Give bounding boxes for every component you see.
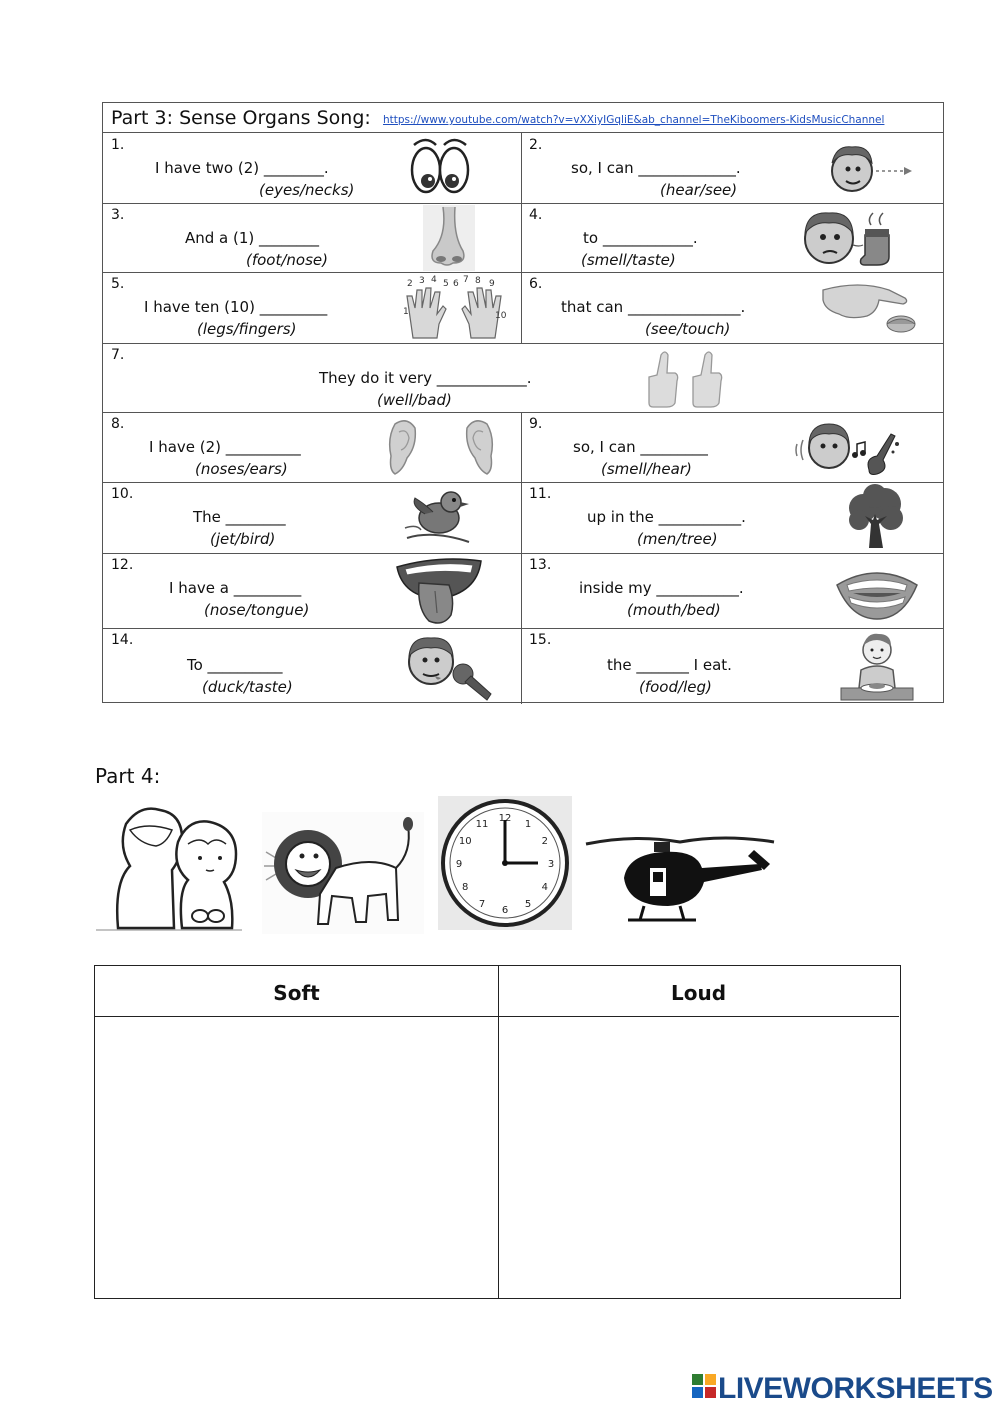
item-9 xyxy=(521,412,945,482)
item-number: 8. xyxy=(111,416,125,432)
item-sentence: up in the ___________. xyxy=(587,508,746,526)
boy-seeing-icon xyxy=(826,139,916,199)
boy-smelling-sock-icon xyxy=(799,205,911,271)
item-number: 3. xyxy=(111,207,125,223)
loud-drop-zone[interactable] xyxy=(499,1017,900,1297)
item-sentence: I have (2) __________ xyxy=(149,438,301,456)
loud-header: Loud xyxy=(498,966,899,1017)
item-sentence: that can _______________. xyxy=(561,298,746,316)
boy-eating-icon xyxy=(839,630,915,702)
svg-text:2: 2 xyxy=(407,279,413,289)
item-options: (see/touch) xyxy=(645,320,731,338)
boy-tasting-icecream-icon xyxy=(401,630,497,702)
item-options: (well/bad) xyxy=(377,391,452,409)
clock-numeral: 8 xyxy=(462,882,469,893)
svg-text:4: 4 xyxy=(431,275,437,285)
item-sentence: so, I can _________ xyxy=(573,438,708,456)
clock-numeral: 12 xyxy=(498,813,512,824)
item-sentence: I have two (2) ________. xyxy=(155,159,329,177)
item-sentence: To __________ xyxy=(187,656,283,674)
item-number: 2. xyxy=(529,137,543,153)
clock-numeral: 10 xyxy=(458,836,472,847)
ears-icon xyxy=(387,416,495,478)
item-15 xyxy=(521,628,945,704)
item-12 xyxy=(103,553,521,628)
part3-title: Part 3: Sense Organs Song: xyxy=(111,107,371,129)
clock-numeral: 9 xyxy=(455,859,463,870)
tree-icon xyxy=(845,484,907,550)
clock-numeral: 2 xyxy=(541,836,548,847)
item-8 xyxy=(103,412,521,482)
clock-numeral: 3 xyxy=(547,859,555,870)
item-sentence: The ________ xyxy=(193,508,286,526)
item-options: (noses/ears) xyxy=(195,460,288,478)
item-11 xyxy=(521,482,945,553)
item-sentence: And a (1) ________ xyxy=(185,229,320,247)
item-options: (foot/nose) xyxy=(246,251,329,269)
part4-label: Part 4: xyxy=(95,764,161,788)
item-2 xyxy=(521,133,945,203)
soft-drop-zone[interactable] xyxy=(95,1017,498,1297)
item-number: 14. xyxy=(111,632,134,648)
item-options: (food/leg) xyxy=(639,678,712,696)
svg-text:7: 7 xyxy=(463,275,469,285)
item-number: 11. xyxy=(529,486,552,502)
item-options: (smell/hear) xyxy=(601,460,692,478)
clock-numeral: 4 xyxy=(541,882,548,893)
bird-icon xyxy=(403,484,473,550)
mouth-icon xyxy=(833,557,921,623)
song-link[interactable]: https://www.youtube.com/watch?v=vXXiyIGqliE&ab_channel=TheKiboomers-KidsMusicChannel xyxy=(383,114,885,126)
ten-fingers-icon xyxy=(399,274,509,342)
thumbs-up-icon xyxy=(641,347,727,409)
roaring-lion-image xyxy=(262,812,424,934)
item-sentence: I have a _________ xyxy=(169,579,302,597)
svg-text:1: 1 xyxy=(403,307,409,317)
liveworksheets-logo xyxy=(692,1372,993,1405)
item-number: 13. xyxy=(529,557,552,573)
helicopter-image xyxy=(584,828,778,932)
svg-text:10: 10 xyxy=(495,311,507,321)
item-number: 9. xyxy=(529,416,543,432)
logo-icon xyxy=(692,1374,716,1398)
clock-numeral: 11 xyxy=(475,819,489,831)
item-1 xyxy=(103,133,521,203)
svg-text:6: 6 xyxy=(453,279,459,289)
clock-numeral: 6 xyxy=(501,905,509,916)
soft-header: Soft xyxy=(95,966,498,1017)
item-sentence: I have ten (10) _________ xyxy=(144,298,328,316)
item-options: (duck/taste) xyxy=(202,678,293,696)
clock-numeral: 5 xyxy=(524,898,532,910)
item-number: 10. xyxy=(111,486,134,502)
nose-icon xyxy=(423,205,475,271)
item-10 xyxy=(103,482,521,553)
item-number: 1. xyxy=(111,137,125,153)
item-number: 4. xyxy=(529,207,543,223)
part3-table xyxy=(102,102,944,703)
item-sentence: inside my ___________. xyxy=(579,579,744,597)
item-13 xyxy=(521,553,945,628)
brand-text: LIVEWORKSHEETS xyxy=(718,1372,993,1405)
item-number: 7. xyxy=(111,347,125,363)
item-5 xyxy=(103,272,521,343)
svg-text:8: 8 xyxy=(475,276,481,286)
item-number: 12. xyxy=(111,557,134,573)
hand-touching-icon xyxy=(819,276,919,338)
boy-hearing-music-icon xyxy=(795,414,905,480)
item-sentence: They do it very ____________. xyxy=(319,369,532,387)
item-options: (nose/tongue) xyxy=(204,601,310,619)
svg-text:9: 9 xyxy=(489,279,495,289)
item-number: 15. xyxy=(529,632,552,648)
clock-numeral: 1 xyxy=(524,819,532,831)
item-options: (men/tree) xyxy=(637,530,718,548)
eyes-icon xyxy=(408,137,472,197)
item-number: 6. xyxy=(529,276,543,292)
clock-image xyxy=(438,796,572,930)
item-14 xyxy=(103,628,521,704)
item-options: (jet/bird) xyxy=(210,530,276,548)
clock-numeral: 7 xyxy=(478,898,486,910)
whispering-girls-image xyxy=(96,800,242,932)
item-6 xyxy=(521,272,945,343)
item-sentence: the _______ I eat. xyxy=(607,656,732,674)
item-number: 5. xyxy=(111,276,125,292)
item-options: (mouth/bed) xyxy=(627,601,721,619)
item-sentence: so, I can _____________. xyxy=(571,159,741,177)
item-3 xyxy=(103,203,521,272)
item-sentence: to ____________. xyxy=(583,229,698,247)
item-options: (eyes/necks) xyxy=(259,181,355,199)
item-options: (smell/taste) xyxy=(581,251,676,269)
svg-text:3: 3 xyxy=(419,276,425,286)
item-4 xyxy=(521,203,945,272)
item-options: (legs/fingers) xyxy=(197,320,297,338)
item-options: (hear/see) xyxy=(660,181,738,199)
svg-text:5: 5 xyxy=(443,279,449,289)
tongue-icon xyxy=(393,553,485,627)
soft-loud-table xyxy=(94,965,901,1299)
item-7 xyxy=(103,343,945,412)
part3-header xyxy=(103,103,943,133)
